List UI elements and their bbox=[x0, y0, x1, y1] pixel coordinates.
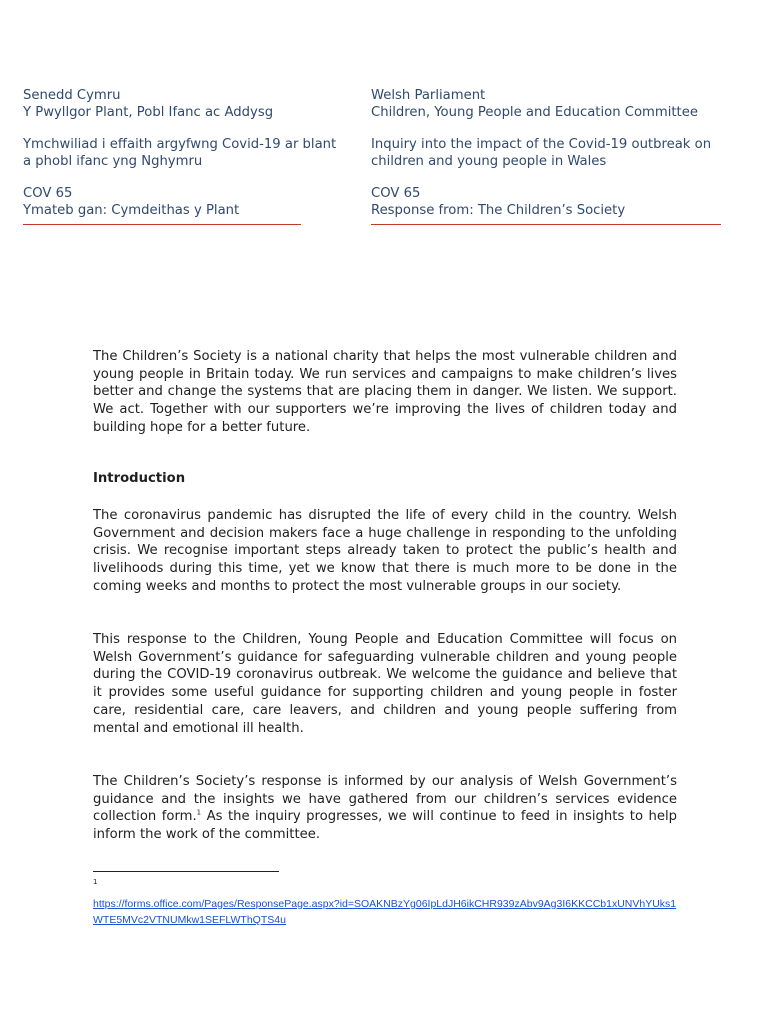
footnote-separator bbox=[93, 871, 279, 872]
header-inquiry-welsh-line1: Ymchwiliad i effaith argyfwng Covid-19 ar blant bbox=[23, 137, 337, 152]
footnote-number: 1 bbox=[93, 878, 98, 886]
header-response-welsh: Ymateb gan: Cymdeithas y Plant bbox=[23, 202, 240, 218]
paragraph-committee-response-text: This response to the Children, Young People and Education Committee will focus on Welsh Government’s guidance for safeguarding vulnerable children and young people during the COVID-19 coronavirus outbreak. We welcome the guidance and believe that it provides some useful guidance for supporting children and young people in foster care, residential care, care leavers, and children and young people suffering from mental and emotional ill health. bbox=[93, 632, 677, 736]
paragraph-committee-response bbox=[93, 631, 677, 737]
paragraph-evidence-part1: The Children’s Society’s response is informed by our analysis of Welsh Government’s guidance and the insights we have gathered from our children’s services evidence collection form. bbox=[93, 774, 677, 825]
paragraph-evidence-text bbox=[93, 773, 677, 844]
paragraph-pandemic-text: The coronavirus pandemic has disrupted the life of every child in the country. Welsh Government and decision makers face a huge challenge in responding to the unfolding crisis. We recognise important steps already taken to protect the public’s health and livelihoods during this time, yet we know that there is much more to be done in the coming weeks and months to protect the most vulnerable groups in our society. bbox=[93, 508, 677, 594]
header-response-english: Response from: The Children’s Society bbox=[371, 202, 626, 218]
header-inquiry-welsh-line2: a phobl ifanc yng Nghymru bbox=[23, 153, 203, 169]
header-org-english: Welsh Parliament bbox=[371, 88, 486, 103]
header-ref-english: COV 65 bbox=[371, 186, 421, 201]
paragraph-evidence bbox=[93, 773, 677, 844]
header-inquiry-english-line2: children and young people in Wales bbox=[371, 153, 607, 169]
header-ref-welsh: COV 65 bbox=[23, 186, 73, 201]
header-inquiry-english-line1: Inquiry into the impact of the Covid-19 outbreak on bbox=[371, 137, 712, 152]
section-heading-introduction: Introduction bbox=[93, 471, 186, 486]
header-english bbox=[371, 88, 751, 241]
footnote-link[interactable]: https://forms.office.com/Pages/ResponsePage.aspx?id=SOAKNBzYg06IpLdJH6ikCHR939zAbv9Ag3I6KKCCb1xUNVhYUks1WTE5MVc2VTNUMkw1SEFLWThQTS4u bbox=[93, 898, 677, 926]
header-divider-english bbox=[371, 224, 721, 225]
footnote-reference[interactable]: 1 bbox=[196, 809, 202, 818]
header-committee-welsh: Y Pwyllgor Plant, Pobl Ifanc ac Addysg bbox=[23, 104, 274, 120]
paragraph-pandemic bbox=[93, 507, 677, 596]
header-org-welsh: Senedd Cymru bbox=[23, 88, 121, 103]
header-welsh bbox=[23, 88, 363, 241]
paragraph-evidence-part2: As the inquiry progresses, we will continue to feed in insights to help inform the work of the committee. bbox=[93, 809, 677, 843]
header-committee-english: Children, Young People and Education Committee bbox=[371, 104, 698, 120]
intro-paragraph bbox=[93, 348, 677, 437]
header-divider-welsh bbox=[23, 224, 301, 225]
intro-paragraph-text: The Children’s Society is a national charity that helps the most vulnerable children and young people in Britain today. We run services and campaigns to make children’s lives better and change the systems that are placing them in danger. We listen. We support. We act. Together with our supporters we’re improving the lives of children today and building hope for a better future. bbox=[93, 349, 677, 435]
